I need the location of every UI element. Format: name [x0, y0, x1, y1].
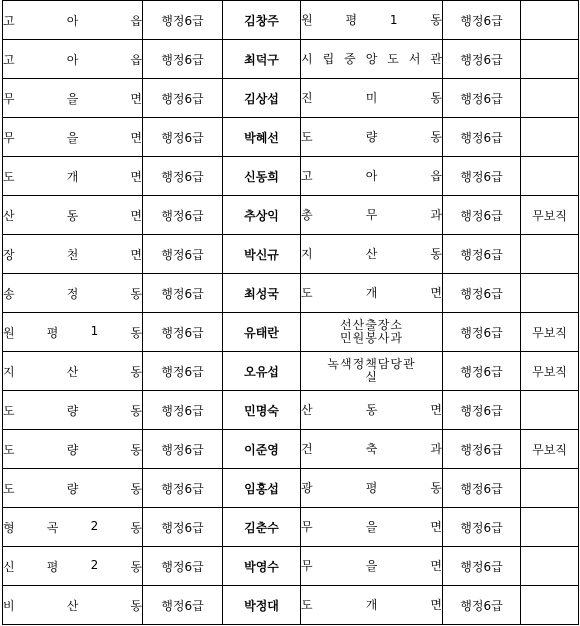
table-row [3, 235, 579, 274]
destination-grade-cell: 행정6급 [443, 391, 521, 430]
employee-name-cell: 박영수 [223, 547, 301, 586]
destination-dept-text: 산 동 면 [301, 403, 442, 417]
employee-name-cell: 박정대 [223, 586, 301, 625]
origin-dept-text: 고 아 읍 [3, 52, 142, 67]
employee-name-cell: 최성국 [223, 274, 301, 313]
remarks-cell: 무보직 [521, 313, 579, 352]
destination-dept-cell [301, 430, 443, 469]
table-row [3, 430, 579, 469]
employee-name-cell: 이준영 [223, 430, 301, 469]
destination-grade-cell: 행정6급 [443, 235, 521, 274]
origin-grade-cell: 행정6급 [143, 79, 223, 118]
destination-dept-line1: 선산출장소 [340, 318, 403, 332]
origin-grade-cell: 행정6급 [143, 430, 223, 469]
destination-dept-text: 총 무 과 [301, 208, 442, 222]
origin-dept-text: 송 정 동 [3, 286, 142, 301]
destination-dept-cell [301, 1, 443, 40]
destination-dept-text: 원 평 1 동 [301, 13, 442, 27]
destination-dept-cell [301, 469, 443, 508]
destination-grade-cell: 행정6급 [443, 196, 521, 235]
origin-dept-text: 산 동 면 [3, 208, 142, 223]
origin-dept-cell [3, 391, 143, 430]
destination-dept-text: 무 을 면 [301, 559, 442, 573]
table-row [3, 157, 579, 196]
destination-dept-line2: 실 [365, 370, 378, 384]
destination-grade-cell: 행정6급 [443, 274, 521, 313]
destination-dept-text: 광 평 동 [301, 481, 442, 495]
employee-name-cell: 박신규 [223, 235, 301, 274]
origin-dept-cell [3, 469, 143, 508]
destination-dept-cell [301, 235, 443, 274]
destination-dept-text: 고 아 읍 [301, 169, 442, 183]
origin-dept-cell [3, 547, 143, 586]
destination-dept-cell [301, 547, 443, 586]
employee-name-cell: 김춘수 [223, 508, 301, 547]
table-row [3, 196, 579, 235]
origin-dept-cell [3, 196, 143, 235]
origin-grade-cell: 행정6급 [143, 157, 223, 196]
destination-dept-cell [301, 157, 443, 196]
table-row [3, 586, 579, 625]
origin-dept-cell [3, 313, 143, 352]
origin-dept-cell [3, 508, 143, 547]
origin-dept-cell [3, 235, 143, 274]
table-row [3, 547, 579, 586]
roster-body [3, 1, 579, 625]
destination-dept-cell [301, 79, 443, 118]
remarks-cell: 무보직 [521, 196, 579, 235]
origin-dept-text: 형 곡 2 동 [3, 518, 142, 535]
destination-dept-line2: 민원봉사과 [340, 331, 403, 345]
destination-dept-text: 도 량 동 [301, 130, 442, 144]
destination-dept-cell [301, 391, 443, 430]
destination-dept-text: 도 개 면 [301, 286, 442, 300]
origin-dept-cell [3, 274, 143, 313]
destination-grade-cell: 행정6급 [443, 508, 521, 547]
origin-dept-text: 도 개 면 [3, 169, 142, 184]
origin-dept-text: 장 천 면 [3, 247, 142, 262]
origin-dept-cell [3, 79, 143, 118]
employee-name-cell: 김상섭 [223, 79, 301, 118]
origin-dept-text: 비 산 동 [3, 598, 142, 613]
destination-grade-cell: 행정6급 [443, 430, 521, 469]
table-row [3, 274, 579, 313]
origin-dept-text: 도 량 동 [3, 442, 142, 457]
destination-grade-cell: 행정6급 [443, 547, 521, 586]
table-row [3, 118, 579, 157]
destination-grade-cell: 행정6급 [443, 40, 521, 79]
origin-grade-cell: 행정6급 [143, 40, 223, 79]
destination-dept-text: 건 축 과 [301, 442, 442, 456]
destination-dept-cell [301, 118, 443, 157]
table-row [3, 352, 579, 391]
destination-dept-cell [301, 40, 443, 79]
personnel-roster-table [2, 0, 579, 625]
remarks-cell [521, 586, 579, 625]
table-row [3, 40, 579, 79]
employee-name-cell: 김창주 [223, 1, 301, 40]
destination-dept-cell [301, 274, 443, 313]
origin-dept-text: 무 을 면 [3, 91, 142, 106]
employee-name-cell: 민명숙 [223, 391, 301, 430]
destination-grade-cell: 행정6급 [443, 79, 521, 118]
destination-grade-cell: 행정6급 [443, 118, 521, 157]
employee-name-cell: 최덕구 [223, 40, 301, 79]
destination-grade-cell: 행정6급 [443, 313, 521, 352]
origin-grade-cell: 행정6급 [143, 508, 223, 547]
remarks-cell [521, 1, 579, 40]
destination-dept-text: 진 미 동 [301, 91, 442, 105]
origin-dept-text: 무 을 면 [3, 130, 142, 145]
destination-dept-cell [301, 313, 443, 352]
remarks-cell [521, 40, 579, 79]
origin-grade-cell: 행정6급 [143, 586, 223, 625]
origin-dept-cell [3, 352, 143, 391]
destination-grade-cell: 행정6급 [443, 586, 521, 625]
destination-dept-text: 지 산 동 [301, 247, 442, 261]
destination-dept-text: 무 을 면 [301, 520, 442, 534]
remarks-cell: 무보직 [521, 352, 579, 391]
table-row [3, 391, 579, 430]
employee-name-cell: 오유섭 [223, 352, 301, 391]
origin-grade-cell: 행정6급 [143, 391, 223, 430]
origin-grade-cell: 행정6급 [143, 469, 223, 508]
origin-grade-cell: 행정6급 [143, 547, 223, 586]
origin-dept-text: 신 평 2 동 [3, 557, 142, 574]
destination-grade-cell: 행정6급 [443, 1, 521, 40]
remarks-cell [521, 157, 579, 196]
origin-dept-cell [3, 118, 143, 157]
remarks-cell [521, 118, 579, 157]
remarks-cell [521, 391, 579, 430]
remarks-cell [521, 79, 579, 118]
table-row [3, 469, 579, 508]
origin-grade-cell: 행정6급 [143, 235, 223, 274]
destination-dept-cell [301, 508, 443, 547]
table-row [3, 508, 579, 547]
employee-name-cell: 신동희 [223, 157, 301, 196]
origin-grade-cell: 행정6급 [143, 352, 223, 391]
remarks-cell [521, 274, 579, 313]
destination-dept-cell [301, 196, 443, 235]
destination-grade-cell: 행정6급 [443, 157, 521, 196]
origin-dept-text: 원 평 1 동 [3, 323, 142, 340]
destination-grade-cell: 행정6급 [443, 469, 521, 508]
remarks-cell: 무보직 [521, 430, 579, 469]
origin-grade-cell: 행정6급 [143, 274, 223, 313]
origin-dept-cell [3, 430, 143, 469]
origin-grade-cell: 행정6급 [143, 1, 223, 40]
origin-dept-cell [3, 586, 143, 625]
origin-grade-cell: 행정6급 [143, 313, 223, 352]
origin-grade-cell: 행정6급 [143, 118, 223, 157]
destination-grade-cell: 행정6급 [443, 352, 521, 391]
origin-grade-cell: 행정6급 [143, 196, 223, 235]
remarks-cell [521, 235, 579, 274]
remarks-cell [521, 508, 579, 547]
table-row [3, 79, 579, 118]
remarks-cell [521, 547, 579, 586]
employee-name-cell: 유태란 [223, 313, 301, 352]
origin-dept-cell [3, 1, 143, 40]
destination-dept-line1: 녹색정책담당관 [327, 357, 416, 371]
origin-dept-text: 지 산 동 [3, 364, 142, 379]
employee-name-cell: 추상익 [223, 196, 301, 235]
table-row [3, 1, 579, 40]
origin-dept-cell [3, 40, 143, 79]
employee-name-cell: 임홍섭 [223, 469, 301, 508]
remarks-cell [521, 469, 579, 508]
origin-dept-cell [3, 157, 143, 196]
destination-dept-cell [301, 586, 443, 625]
origin-dept-text: 고 아 읍 [3, 13, 142, 28]
destination-dept-cell [301, 352, 443, 391]
destination-dept-text: 도 개 면 [301, 598, 442, 612]
origin-dept-text: 도 량 동 [3, 403, 142, 418]
destination-dept-text: 시 립 중 앙 도 서 관 [301, 52, 442, 66]
table-row [3, 313, 579, 352]
employee-name-cell: 박혜선 [223, 118, 301, 157]
origin-dept-text: 도 량 동 [3, 481, 142, 496]
